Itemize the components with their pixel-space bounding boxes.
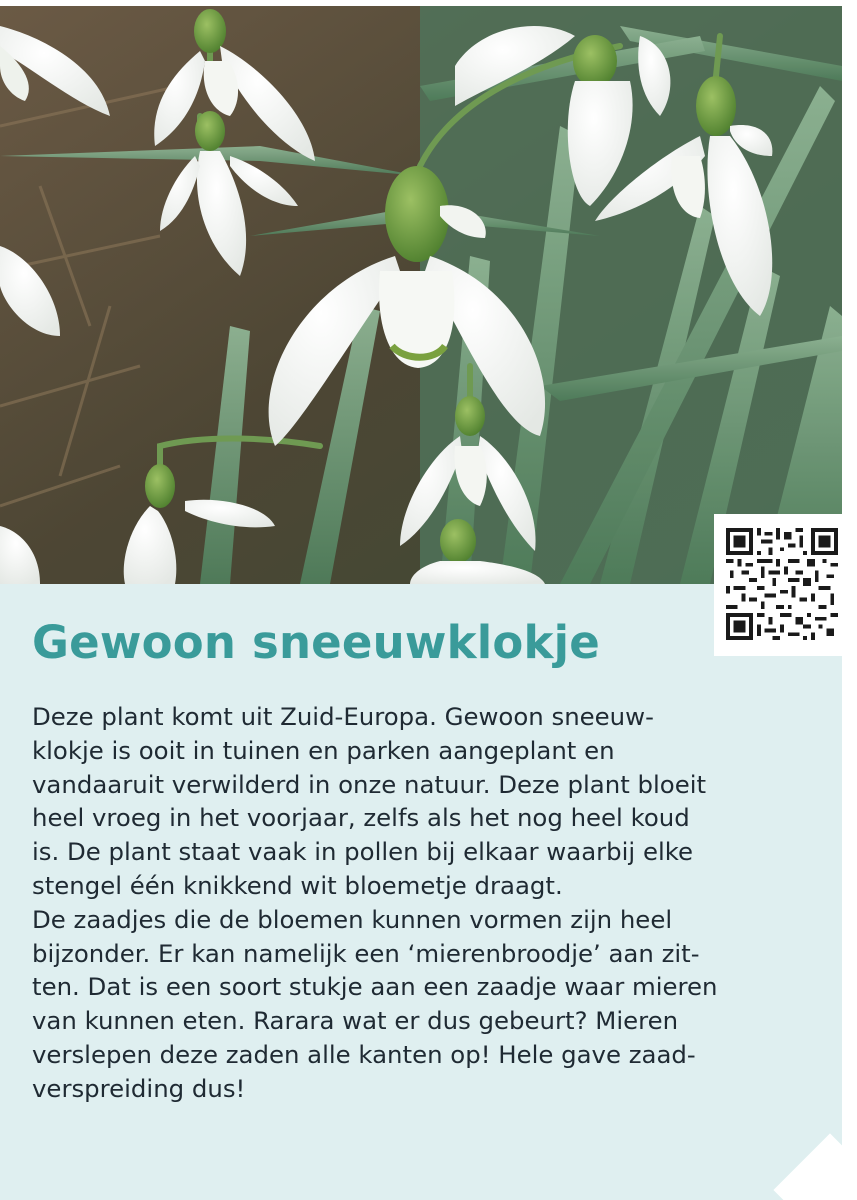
description-text [32, 700, 812, 1106]
page-margin [842, 0, 857, 1200]
description-line: verslepen deze zaden alle kanten op! Hele gave zaad- [32, 1039, 696, 1069]
description-line: is. De plant staat vaak in pollen bij elkaar waarbij elke [32, 837, 693, 867]
description-line: De zaadjes die de bloemen kunnen vormen zijn heel [32, 904, 673, 934]
snowdrop-photo [0, 6, 842, 584]
qr-code-icon [726, 528, 838, 640]
description-line: heel vroeg in het voorjaar, zelfs als het nog heel koud [32, 803, 690, 833]
description-line: stengel één knikkend wit bloemetje draagt. [32, 870, 563, 900]
description-line: verspreiding dus! [32, 1073, 246, 1103]
description-line: vandaaruit verwilderd in onze natuur. Deze plant bloeit [32, 769, 707, 799]
description-line: ten. Dat is een soort stukje aan een zaadje waar mieren [32, 972, 718, 1002]
description-line: Deze plant komt uit Zuid-Europa. Gewoon sneeuw- [32, 702, 654, 731]
description-line: van kunnen eten. Rarara wat er dus gebeurt? Mieren [32, 1006, 679, 1036]
page-title: Gewoon sneeuwklokje [32, 616, 600, 669]
qr-code[interactable] [714, 514, 842, 656]
description-line: bijzonder. Er kan namelijk een ‘mierenbroodje’ aan zit- [32, 938, 700, 968]
description-line: klokje is ooit in tuinen en parken aangeplant en [32, 735, 615, 765]
